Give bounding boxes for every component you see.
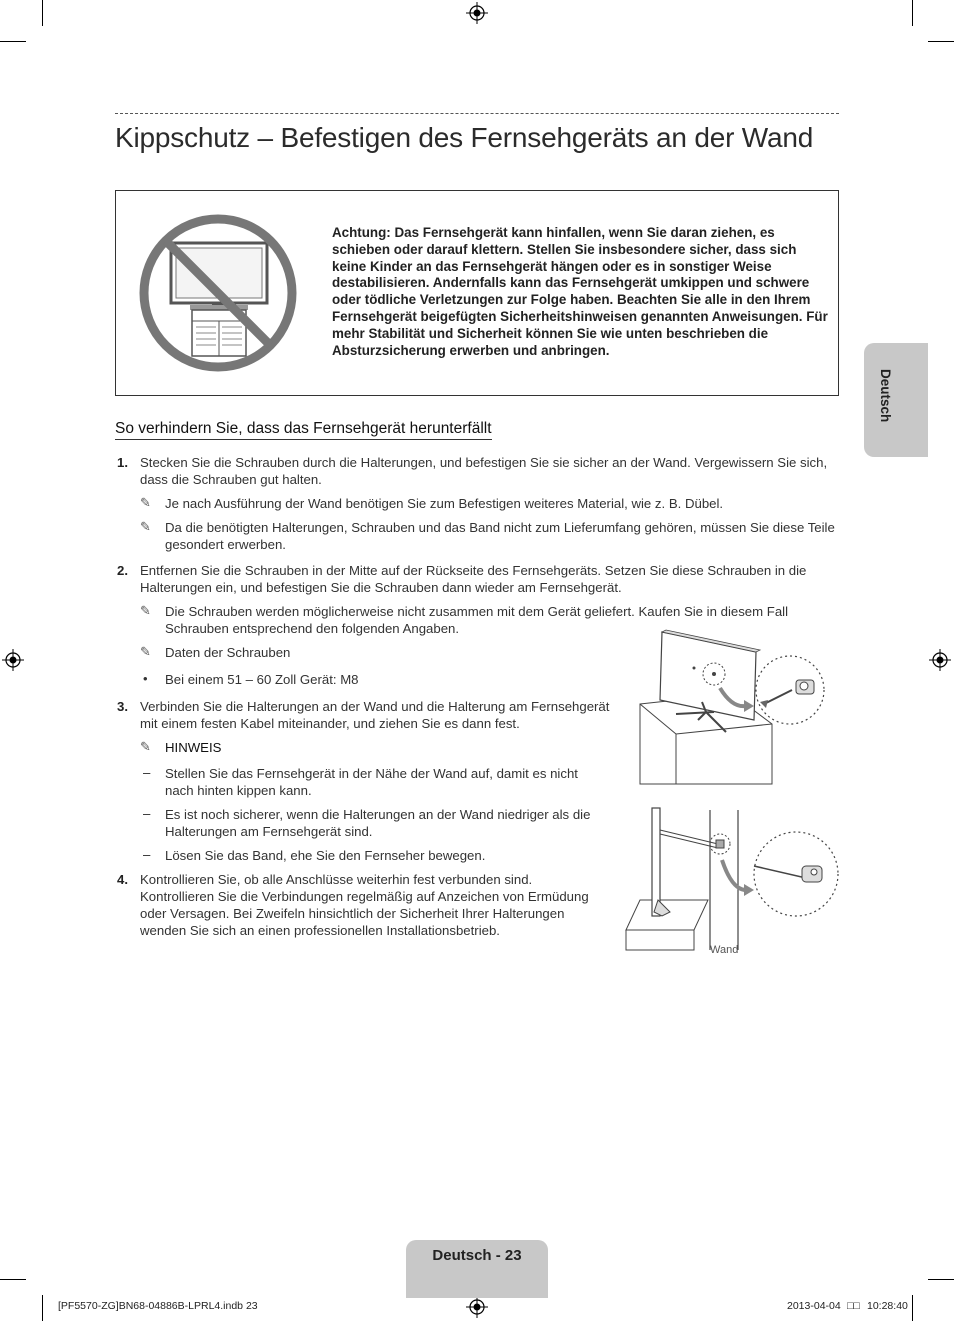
- step-text: Kontrollieren Sie, ob alle Anschlüsse weiterhin fest verbunden sind. Kontrollieren Sie die Verbindungen regelmäßig auf Anzeichen von Ermüdung oder Versagen. Bei Zweifeln hinsichtlich der Sicherheit Ihrer Halterungen wenden Sie sich an einen professionellen Installationsbetrieb.: [140, 872, 589, 938]
- dash-item: Stellen Sie das Fernsehgerät in der Nähe der Wand auf, damit es nicht nach hinten kippen kann.: [165, 766, 578, 798]
- tv-wall-strap-illustration: [622, 804, 840, 952]
- language-tab-label: Deutsch: [878, 369, 893, 423]
- title-rule: [115, 113, 839, 114]
- footer-date: 2013-04-04: [787, 1300, 841, 1312]
- page-title: Kippschutz – Befestigen des Fernsehgeräts an der Wand: [115, 122, 814, 153]
- dash-icon: –: [143, 765, 151, 780]
- page-number-tab: [406, 1240, 548, 1298]
- step-number: 2.: [117, 563, 128, 578]
- step-number: 4.: [117, 872, 128, 887]
- pencil-note-icon: ✎: [140, 739, 151, 754]
- step-note: Die Schrauben werden möglicherweise nicht zusammen mit dem Gerät geliefert. Kaufen Sie in diesem Fall Schrauben entsprechend den folgenden Angaben.: [165, 604, 789, 636]
- tv-rear-bracket-illustration: [636, 628, 836, 788]
- note-heading: HINWEIS: [165, 740, 222, 755]
- dash-item: Es ist noch sicherer, wenn die Halterungen an der Wand niedriger als die Halterungen am Fernsehgerät sind.: [165, 807, 591, 839]
- step-note: Daten der Schrauben: [165, 645, 291, 660]
- step-text: Verbinden Sie die Halterungen an der Wand und die Halterung am Fernsehgerät mit einem festen Kabel miteinander, und ziehen Sie es dann fest.: [140, 699, 610, 731]
- no-climbing-tv-icon: [136, 211, 300, 375]
- footer-file: [PF5570-ZG]BN68-04886B-LPRL4.indb 23: [58, 1300, 258, 1312]
- dash-item: Lösen Sie das Band, ehe Sie den Fernseher bewegen.: [165, 848, 486, 863]
- bullet-icon: •: [143, 671, 148, 686]
- crop-mark: [42, 0, 43, 26]
- registration-mark-icon: [466, 2, 488, 24]
- section-heading: So verhindern Sie, dass das Fernsehgerät herunterfällt: [115, 420, 492, 440]
- footer-glyphs: □□: [847, 1300, 860, 1312]
- registration-mark-icon: [466, 1296, 488, 1318]
- page-number: Deutsch - 23: [432, 1247, 522, 1264]
- wall-label: Wand: [710, 944, 739, 956]
- step-text: Entfernen Sie die Schrauben in der Mitte auf der Rückseite des Fernsehgeräts. Setzen Sie diese Schrauben in die Halterungen ein, und befestigen Sie die Schrauben dann wieder am Fernsehgerät.: [140, 563, 807, 595]
- registration-mark-icon: [2, 649, 24, 671]
- warning-text: Achtung: Das Fernsehgerät kann hinfallen, wenn Sie daran ziehen, es schieben oder darauf klettern. Stellen Sie insbesondere sicher, dass sich keine Kinder an das Fernsehgerät hängen oder es in sonstiger Weise destabilisieren. Andernfalls kann das Fernsehgerät umkippen und schwere oder tödliche Verletzungen zur Folge haben. Beachten Sie alle in den Ihrem Fernsehgerät beigefügten Sicherheitshinweisen genannten Anweisungen. Für mehr Stabilität und Sicherheit können Sie wie unten beschrieben die Absturzsicherung erwerben und anbringen.: [332, 225, 828, 358]
- dash-icon: –: [143, 847, 151, 862]
- warning-box: [115, 190, 839, 396]
- footer-time: 10:28:40: [867, 1300, 908, 1312]
- crop-mark: [0, 41, 26, 42]
- crop-mark: [912, 0, 913, 26]
- language-tab: [864, 343, 928, 457]
- registration-mark-icon: [929, 649, 951, 671]
- step-number: 3.: [117, 699, 128, 714]
- bullet-text: Bei einem 51 – 60 Zoll Gerät: M8: [165, 672, 359, 687]
- pencil-note-icon: ✎: [140, 644, 151, 659]
- step-note: Da die benötigten Halterungen, Schrauben und das Band nicht zum Lieferumfang gehören, müssen Sie diese Teile gesondert erwerben.: [165, 520, 835, 552]
- step-number: 1.: [117, 455, 128, 470]
- crop-mark: [0, 1279, 26, 1280]
- crop-mark: [928, 41, 954, 42]
- pencil-note-icon: ✎: [140, 519, 151, 534]
- dash-icon: –: [143, 806, 151, 821]
- step-text: Stecken Sie die Schrauben durch die Halterungen, und befestigen Sie sie sicher an der Wand. Vergewissern Sie sich, dass die Schrauben gut halten.: [140, 455, 828, 487]
- pencil-note-icon: ✎: [140, 603, 151, 618]
- crop-mark: [928, 1279, 954, 1280]
- crop-mark: [42, 1295, 43, 1321]
- crop-mark: [912, 1295, 913, 1321]
- pencil-note-icon: ✎: [140, 495, 151, 510]
- step-note: Je nach Ausführung der Wand benötigen Sie zum Befestigen weiteres Material, wie z. B. Dübel.: [165, 496, 724, 511]
